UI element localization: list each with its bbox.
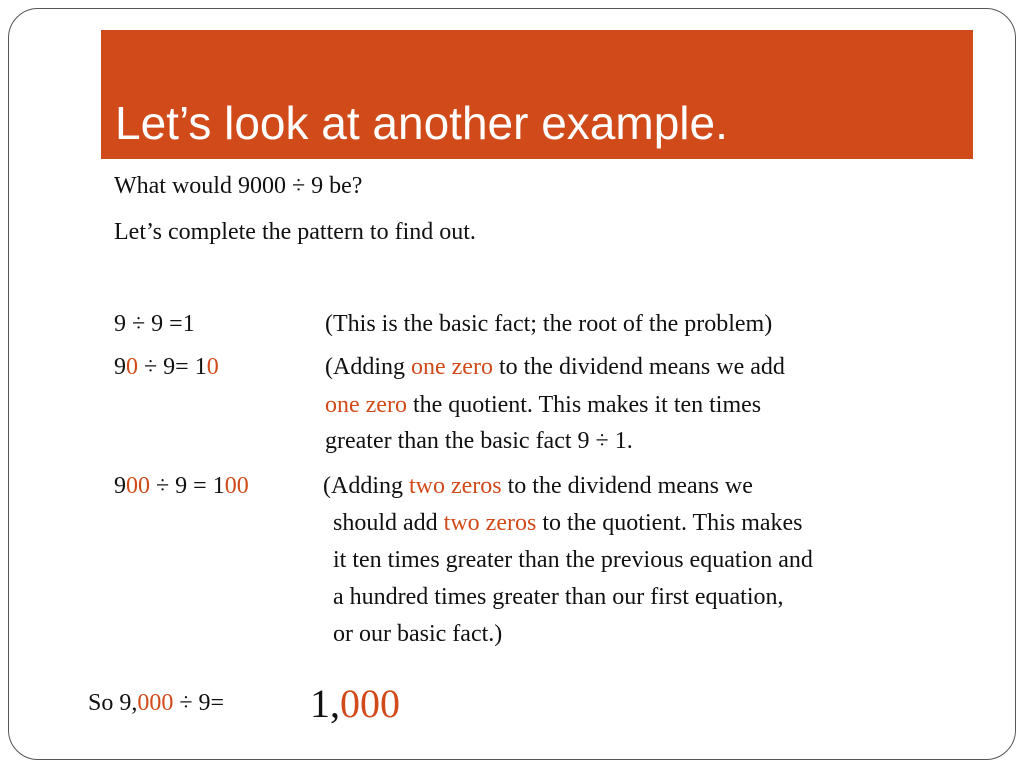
answer-digit: 1, bbox=[310, 681, 340, 726]
question-text: What would 9000 ÷ 9 be? bbox=[114, 173, 363, 199]
explanation-basic-fact: (This is the basic fact; the root of the problem) bbox=[325, 311, 773, 337]
explanation-two-zeros-line3: it ten times greater than the previous equation and bbox=[333, 547, 813, 573]
quotient-digit: 1 bbox=[212, 473, 225, 499]
explanation-two-zeros-line4: a hundred times greater than our first equation, bbox=[333, 584, 784, 610]
summary-answer bbox=[310, 680, 400, 727]
slide-title: Let’s look at another example. bbox=[115, 97, 728, 149]
equation-one-zero bbox=[114, 355, 219, 379]
text-segment: to the dividend means we add bbox=[492, 354, 785, 380]
text-segment: ÷ 9= bbox=[173, 690, 225, 716]
text-segment: So 9, bbox=[88, 690, 138, 716]
explanation-one-zero-line3: greater than the basic fact 9 ÷ 1. bbox=[325, 428, 633, 454]
highlight-one-zero: one zero bbox=[411, 354, 493, 380]
instruction-text: Let’s complete the pattern to find out. bbox=[114, 219, 476, 245]
answer-zeros: 000 bbox=[340, 681, 400, 726]
equation-basic-fact: 9 ÷ 9 =1 bbox=[114, 311, 195, 337]
explanation-two-zeros-line2 bbox=[333, 511, 803, 535]
highlight-one-zero: one zero bbox=[325, 392, 407, 418]
explanation-one-zero-line1 bbox=[325, 355, 785, 379]
text-segment: (Adding bbox=[323, 473, 409, 499]
text-segment: to the quotient. This makes bbox=[536, 510, 803, 536]
dividend-digit: 9 bbox=[114, 354, 126, 380]
dividend-digit: 9 bbox=[114, 473, 126, 499]
operator-text: ÷ 9= bbox=[138, 354, 195, 380]
text-segment: the quotient. This makes it ten times bbox=[406, 392, 762, 418]
equation-two-zeros bbox=[114, 474, 249, 498]
text-segment: to the dividend means we bbox=[501, 473, 753, 499]
dividend-zeros: 00 bbox=[126, 473, 150, 499]
quotient-zeros: 00 bbox=[224, 473, 249, 499]
explanation-two-zeros-line1 bbox=[323, 474, 753, 498]
operator-text: ÷ 9 = bbox=[150, 473, 213, 499]
highlight-two-zeros: two zeros bbox=[443, 510, 537, 536]
title-bar bbox=[101, 30, 973, 159]
quotient-digit: 1 bbox=[194, 354, 207, 380]
dividend-zeros: 0 bbox=[126, 354, 138, 380]
summary-equation bbox=[88, 690, 224, 717]
text-segment: should add bbox=[333, 510, 444, 536]
quotient-zeros: 0 bbox=[206, 354, 219, 380]
text-segment: (Adding bbox=[325, 354, 411, 380]
explanation-two-zeros-line5: or our basic fact.) bbox=[333, 621, 503, 647]
highlight-two-zeros: two zeros bbox=[409, 473, 502, 499]
summary-zeros: 000 bbox=[137, 690, 174, 716]
explanation-one-zero-line2 bbox=[325, 393, 761, 417]
